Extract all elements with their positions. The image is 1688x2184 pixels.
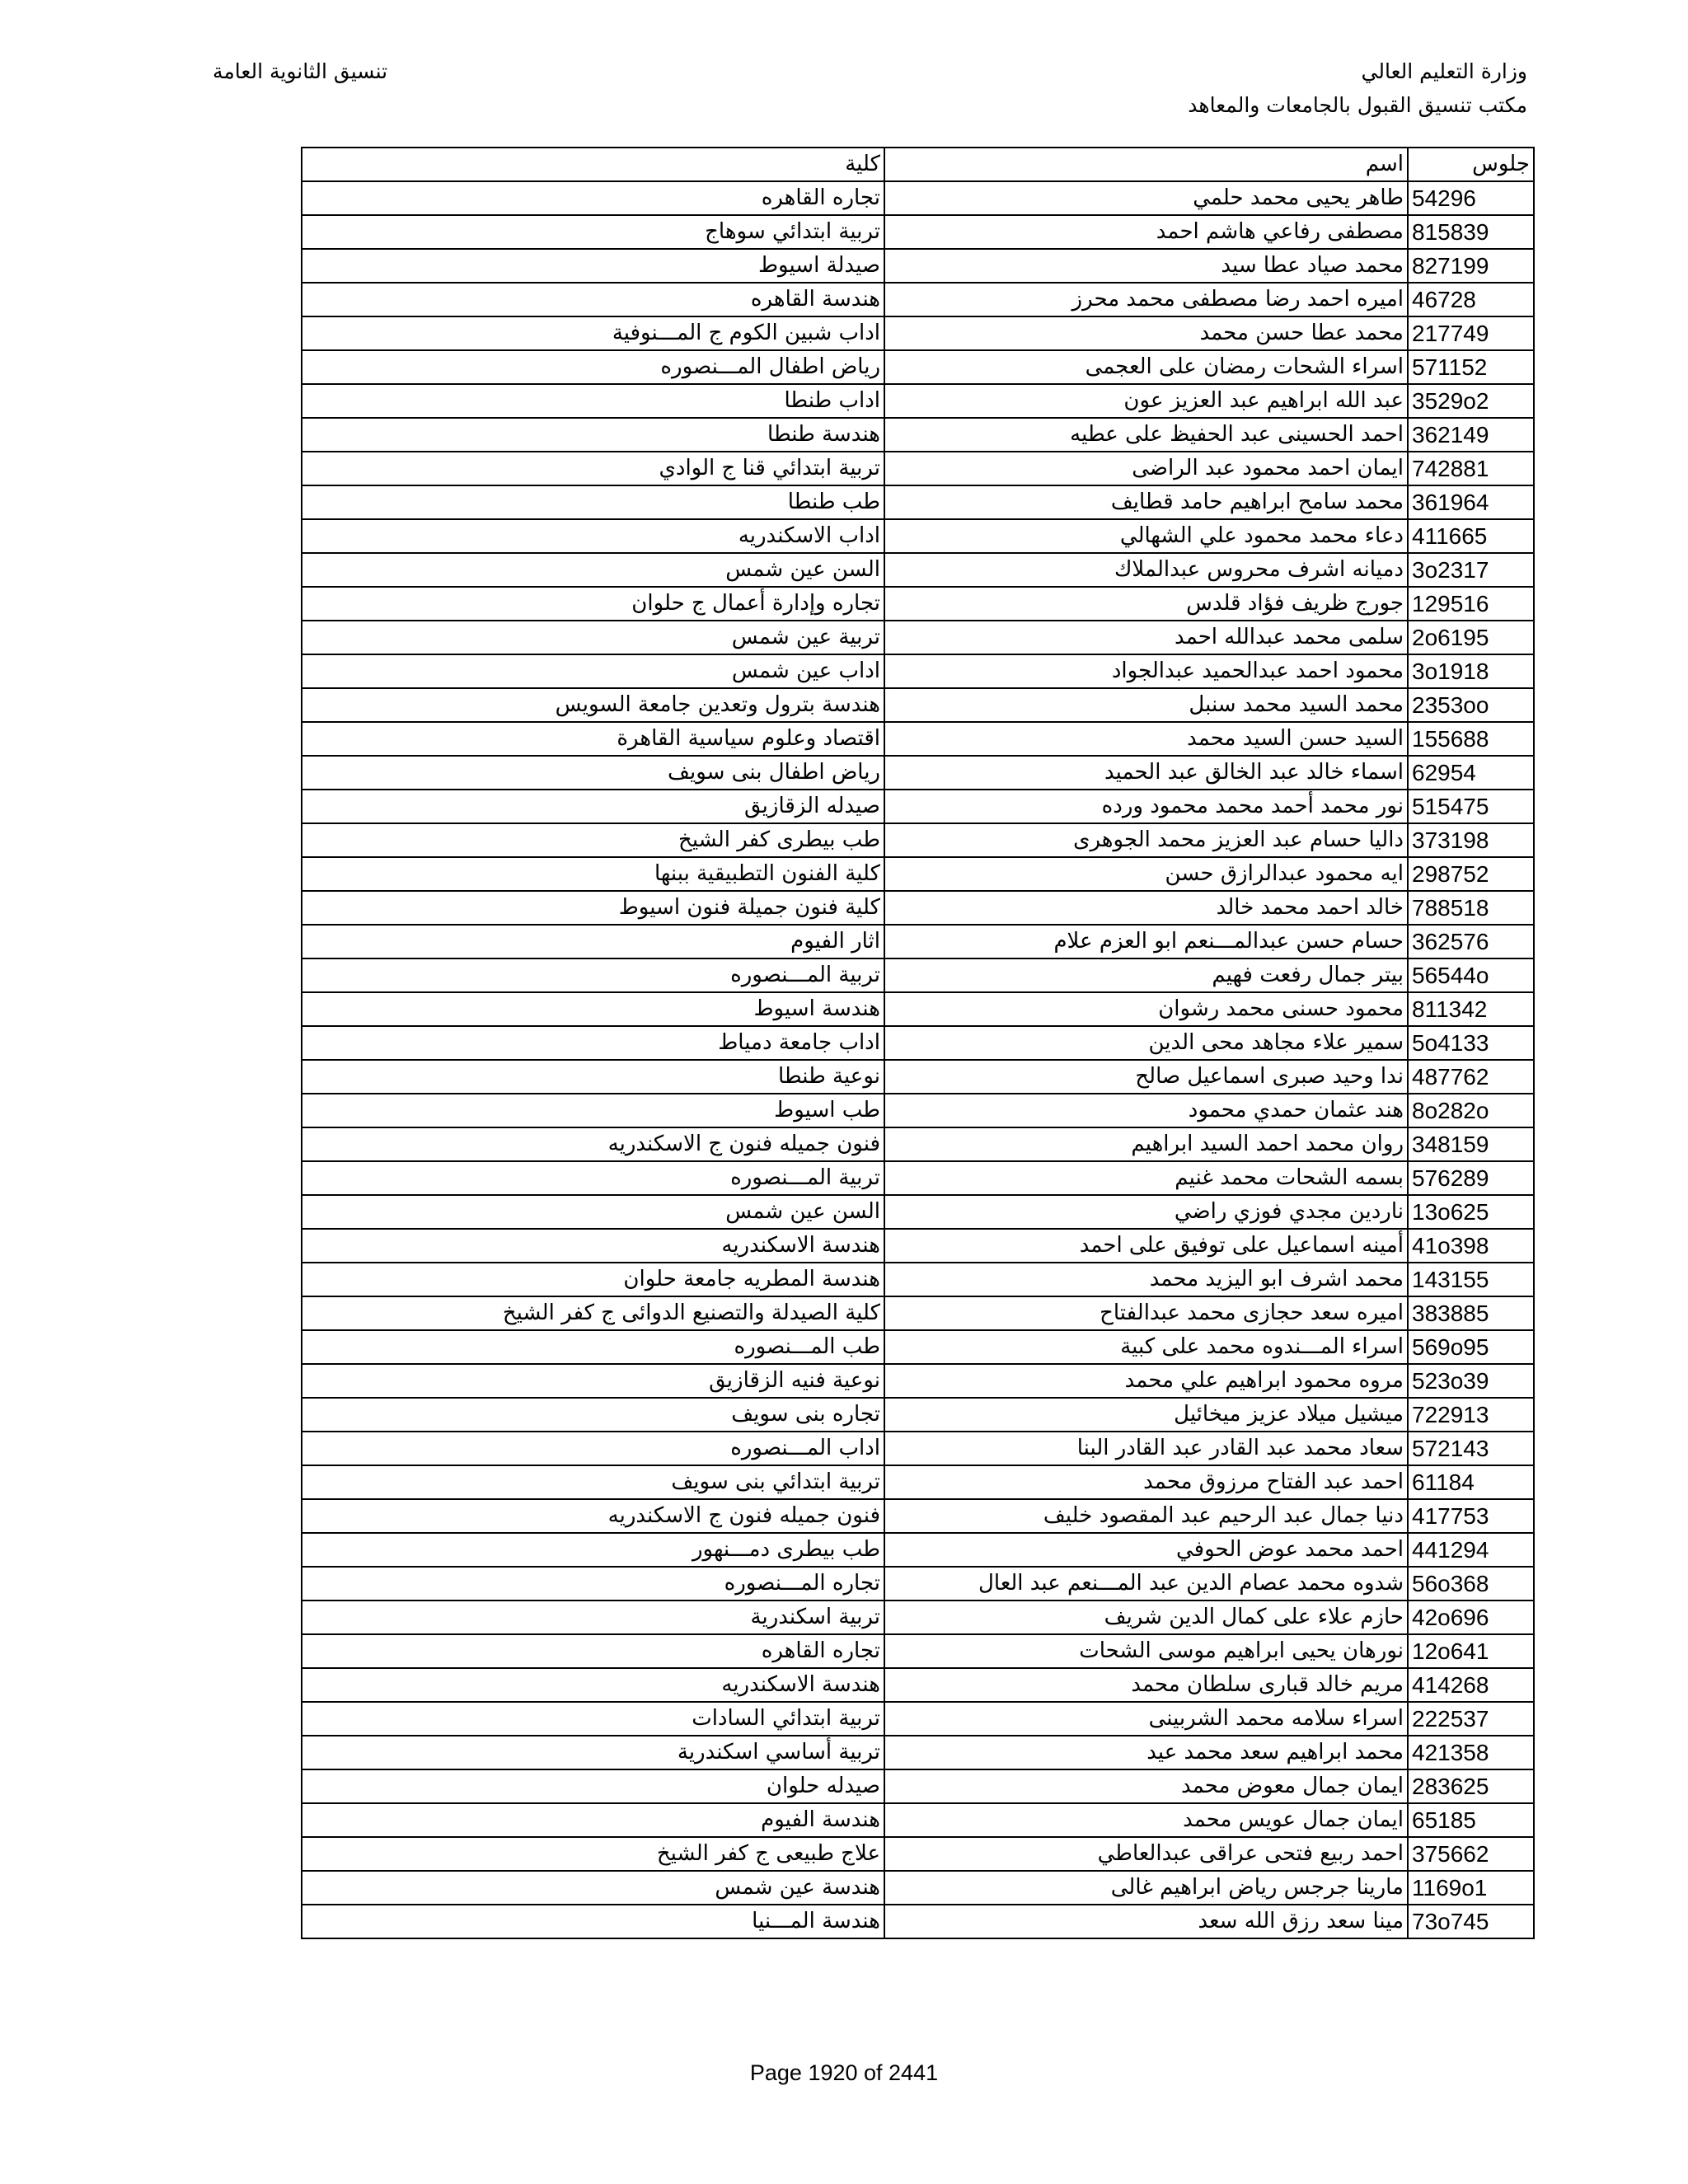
table-row xyxy=(302,1769,1534,1803)
table-row xyxy=(302,756,1534,790)
student-name-cell: حازم علاء على كمال الدين شريف xyxy=(884,1601,1408,1634)
student-name-cell: ناردين مجدي فوزي راضي xyxy=(884,1195,1408,1229)
faculty-cell: هندسة طنطا xyxy=(302,418,884,452)
office-title: مكتب تنسيق القبول بالجامعات والمعاهد xyxy=(1188,93,1527,117)
column-header-faculty: كلية xyxy=(302,148,884,181)
table-row xyxy=(302,519,1534,553)
table-row xyxy=(302,1803,1534,1837)
table-row xyxy=(302,1195,1534,1229)
student-name-cell: سعاد محمد عبد القادر عبد القادر البنا xyxy=(884,1432,1408,1465)
faculty-cell: رياض اطفال بنى سويف xyxy=(302,756,884,790)
faculty-cell: تجاره بنى سويف xyxy=(302,1398,884,1432)
faculty-cell: فنون جميله فنون ج الاسكندريه xyxy=(302,1127,884,1161)
student-name-cell: روان محمد احمد السيد ابراهيم xyxy=(884,1127,1408,1161)
seat-number-cell: 811342 xyxy=(1408,992,1534,1026)
seat-number-cell: 742881 xyxy=(1408,452,1534,485)
student-name-cell: احمد عبد الفتاح مرزوق محمد xyxy=(884,1465,1408,1499)
table-row xyxy=(302,1263,1534,1296)
student-name-cell: مينا سعد رزق الله سعد xyxy=(884,1905,1408,1938)
table-row xyxy=(302,1161,1534,1195)
faculty-cell: اداب الاسكندريه xyxy=(302,519,884,553)
table-row xyxy=(302,452,1534,485)
page-number: Page 1920 of 2441 xyxy=(749,2060,939,2085)
student-name-cell: دنيا جمال عبد الرحيم عبد المقصود خليف xyxy=(884,1499,1408,1533)
faculty-cell: هندسة الفيوم xyxy=(302,1803,884,1837)
seat-number-cell: 441294 xyxy=(1408,1533,1534,1567)
faculty-cell: هندسة عين شمس xyxy=(302,1871,884,1905)
student-name-cell: نور محمد أحمد محمد محمود ورده xyxy=(884,790,1408,823)
faculty-cell: اثار الفيوم xyxy=(302,925,884,958)
faculty-cell: تجاره القاهره xyxy=(302,1634,884,1668)
seat-number-cell: 12o641 xyxy=(1408,1634,1534,1668)
table-row xyxy=(302,1229,1534,1263)
student-name-cell: داليا حسام عبد العزيز محمد الجوهرى xyxy=(884,823,1408,857)
table-row xyxy=(302,1094,1534,1127)
seat-number-cell: 383885 xyxy=(1408,1296,1534,1330)
faculty-cell: فنون جميله فنون ج الاسكندريه xyxy=(302,1499,884,1533)
table-row xyxy=(302,1499,1534,1533)
faculty-cell: اداب المـــنصوره xyxy=(302,1432,884,1465)
seat-number-cell: 417753 xyxy=(1408,1499,1534,1533)
seat-number-cell: 73o745 xyxy=(1408,1905,1534,1938)
table-row xyxy=(302,418,1534,452)
faculty-cell: تربية ابتدائي بنى سويف xyxy=(302,1465,884,1499)
student-name-cell: اميره سعد حجازى محمد عبدالفتاح xyxy=(884,1296,1408,1330)
faculty-cell: السن عين شمس xyxy=(302,1195,884,1229)
document-subject: تنسيق الثانوية العامة xyxy=(213,59,388,83)
seat-number-cell: 13o625 xyxy=(1408,1195,1534,1229)
table-row xyxy=(302,891,1534,925)
student-name-cell: محمد اشرف ابو اليزيد محمد xyxy=(884,1263,1408,1296)
seat-number-cell: 827199 xyxy=(1408,249,1534,283)
seat-number-cell: 487762 xyxy=(1408,1060,1534,1094)
student-name-cell: مصطفى رفاعي هاشم احمد xyxy=(884,215,1408,249)
seat-number-cell: 362149 xyxy=(1408,418,1534,452)
table-row xyxy=(302,384,1534,418)
student-name-cell: خالد احمد محمد خالد xyxy=(884,891,1408,925)
faculty-cell: رياض اطفال المـــنصوره xyxy=(302,350,884,384)
faculty-cell: كلية الفنون التطبيقية ببنها xyxy=(302,857,884,891)
seat-number-cell: 54296 xyxy=(1408,181,1534,215)
seat-number-cell: 361964 xyxy=(1408,485,1534,519)
student-name-cell: محمد سامح ابراهيم حامد قطايف xyxy=(884,485,1408,519)
table-row xyxy=(302,1905,1534,1938)
student-name-cell: نورهان يحيى ابراهيم موسى الشحات xyxy=(884,1634,1408,1668)
seat-number-cell: 411665 xyxy=(1408,519,1534,553)
seat-number-cell: 3529o2 xyxy=(1408,384,1534,418)
seat-number-cell: 46728 xyxy=(1408,283,1534,316)
student-name-cell: محمود حسنى محمد رشوان xyxy=(884,992,1408,1026)
seat-number-cell: 217749 xyxy=(1408,316,1534,350)
faculty-cell: تربية ابتدائي السادات xyxy=(302,1702,884,1736)
seat-number-cell: 815839 xyxy=(1408,215,1534,249)
student-name-cell: مارينا جرجس رياض ابراهيم غالى xyxy=(884,1871,1408,1905)
faculty-cell: صيدلة اسيوط xyxy=(302,249,884,283)
student-name-cell: حسام حسن عبدالمـــنعم ابو العزم علام xyxy=(884,925,1408,958)
seat-number-cell: 576289 xyxy=(1408,1161,1534,1195)
student-name-cell: محمود احمد عبدالحميد عبدالجواد xyxy=(884,654,1408,688)
faculty-cell: اقتصاد وعلوم سياسية القاهرة xyxy=(302,722,884,756)
seat-number-cell: 1169o1 xyxy=(1408,1871,1534,1905)
seat-number-cell: 222537 xyxy=(1408,1702,1534,1736)
table-row xyxy=(302,1871,1534,1905)
table-row xyxy=(302,1296,1534,1330)
faculty-cell: تربية أساسي اسكندرية xyxy=(302,1736,884,1769)
faculty-cell: اداب جامعة دمياط xyxy=(302,1026,884,1060)
faculty-cell: هندسة المـــنيا xyxy=(302,1905,884,1938)
faculty-cell: هندسة الاسكندريه xyxy=(302,1229,884,1263)
faculty-cell: كلية الصيدلة والتصنيع الدوائى ج كفر الشيخ xyxy=(302,1296,884,1330)
student-name-cell: اميره احمد رضا مصطفى محمد محرز xyxy=(884,283,1408,316)
faculty-cell: طب بيطرى دمـــنهور xyxy=(302,1533,884,1567)
student-name-cell: هند عثمان حمدي محمود xyxy=(884,1094,1408,1127)
faculty-cell: تربية المـــنصوره xyxy=(302,958,884,992)
table-row xyxy=(302,654,1534,688)
faculty-cell: علاج طبيعى ج كفر الشيخ xyxy=(302,1837,884,1871)
table-row xyxy=(302,1398,1534,1432)
faculty-cell: نوعية طنطا xyxy=(302,1060,884,1094)
student-name-cell: جورج ظريف فؤاد قلدس xyxy=(884,587,1408,621)
faculty-cell: طب اسيوط xyxy=(302,1094,884,1127)
student-name-cell: دعاء محمد محمود علي الشهالي xyxy=(884,519,1408,553)
student-name-cell: السيد حسن السيد محمد xyxy=(884,722,1408,756)
faculty-cell: تجاره وإدارة أعمال ج حلوان xyxy=(302,587,884,621)
table-row xyxy=(302,283,1534,316)
seat-number-cell: 2353oo xyxy=(1408,688,1534,722)
student-name-cell: اسراء سلامه محمد الشربينى xyxy=(884,1702,1408,1736)
table-row xyxy=(302,1330,1534,1364)
seat-number-cell: 373198 xyxy=(1408,823,1534,857)
seat-number-cell: 62954 xyxy=(1408,756,1534,790)
table-row xyxy=(302,350,1534,384)
faculty-cell: طب طنطا xyxy=(302,485,884,519)
seat-number-cell: 41o398 xyxy=(1408,1229,1534,1263)
faculty-cell: تربية ابتدائي قنا ج الوادي xyxy=(302,452,884,485)
seat-number-cell: 298752 xyxy=(1408,857,1534,891)
seat-number-cell: 569o95 xyxy=(1408,1330,1534,1364)
faculty-cell: تربية ابتدائي سوهاج xyxy=(302,215,884,249)
student-name-cell: احمد ربيع فتحى عراقى عبدالعاطي xyxy=(884,1837,1408,1871)
table-row xyxy=(302,485,1534,519)
student-name-cell: ايمان جمال عويس محمد xyxy=(884,1803,1408,1837)
table-row xyxy=(302,1837,1534,1871)
seat-number-cell: 56o368 xyxy=(1408,1567,1534,1601)
student-name-cell: محمد صياد عطا سيد xyxy=(884,249,1408,283)
column-header-name: اسم xyxy=(884,148,1408,181)
seat-number-cell: 3o1918 xyxy=(1408,654,1534,688)
student-name-cell: مروه محمود ابراهيم علي محمد xyxy=(884,1364,1408,1398)
student-name-cell: محمد عطا حسن محمد xyxy=(884,316,1408,350)
seat-number-cell: 65185 xyxy=(1408,1803,1534,1837)
faculty-cell: كلية فنون جميلة فنون اسيوط xyxy=(302,891,884,925)
table-row xyxy=(302,1432,1534,1465)
seat-number-cell: 61184 xyxy=(1408,1465,1534,1499)
seat-number-cell: 375662 xyxy=(1408,1837,1534,1871)
table-row xyxy=(302,1060,1534,1094)
table-row xyxy=(302,1736,1534,1769)
faculty-cell: تربية اسكندرية xyxy=(302,1601,884,1634)
seat-number-cell: 362576 xyxy=(1408,925,1534,958)
seat-number-cell: 788518 xyxy=(1408,891,1534,925)
faculty-cell: هندسة القاهره xyxy=(302,283,884,316)
student-name-cell: مريم خالد قبارى سلطان محمد xyxy=(884,1668,1408,1702)
faculty-cell: تربية عين شمس xyxy=(302,621,884,654)
student-name-cell: طاهر يحيى محمد حلمي xyxy=(884,181,1408,215)
student-name-cell: اسماء خالد عبد الخالق عبد الحميد xyxy=(884,756,1408,790)
faculty-cell: صيدله حلوان xyxy=(302,1769,884,1803)
table-row xyxy=(302,1601,1534,1634)
ministry-title: وزارة التعليم العالي xyxy=(1361,59,1527,83)
faculty-cell: هندسة الاسكندريه xyxy=(302,1668,884,1702)
faculty-cell: طب المـــنصوره xyxy=(302,1330,884,1364)
table-row xyxy=(302,1668,1534,1702)
seat-number-cell: 56544o xyxy=(1408,958,1534,992)
seat-number-cell: 155688 xyxy=(1408,722,1534,756)
student-name-cell: ميشيل ميلاد عزيز ميخائيل xyxy=(884,1398,1408,1432)
faculty-cell: هندسة اسيوط xyxy=(302,992,884,1026)
student-name-cell: سمير علاء مجاهد محى الدين xyxy=(884,1026,1408,1060)
seat-number-cell: 5o4133 xyxy=(1408,1026,1534,1060)
faculty-cell: هندسة بترول وتعدين جامعة السويس xyxy=(302,688,884,722)
seat-number-cell: 414268 xyxy=(1408,1668,1534,1702)
faculty-cell: اداب طنطا xyxy=(302,384,884,418)
faculty-cell: صيدله الزقازيق xyxy=(302,790,884,823)
table-row xyxy=(302,1127,1534,1161)
table-row xyxy=(302,215,1534,249)
student-name-cell: بسمه الشحات محمد غنيم xyxy=(884,1161,1408,1195)
seat-number-cell: 2o6195 xyxy=(1408,621,1534,654)
table-row xyxy=(302,587,1534,621)
student-name-cell: احمد محمد عوض الحوفي xyxy=(884,1533,1408,1567)
student-name-cell: محمد ابراهيم سعد محمد عيد xyxy=(884,1736,1408,1769)
table-row xyxy=(302,1634,1534,1668)
table-row xyxy=(302,249,1534,283)
student-name-cell: بيتر جمال رفعت فهيم xyxy=(884,958,1408,992)
table-row xyxy=(302,181,1534,215)
faculty-cell: اداب عين شمس xyxy=(302,654,884,688)
student-name-cell: اسراء المـــندوه محمد على كبية xyxy=(884,1330,1408,1364)
faculty-cell: طب بيطرى كفر الشيخ xyxy=(302,823,884,857)
table-row xyxy=(302,1702,1534,1736)
seat-number-cell: 348159 xyxy=(1408,1127,1534,1161)
student-name-cell: دميانه اشرف محروس عبدالملاك xyxy=(884,553,1408,587)
student-name-cell: سلمى محمد عبدالله احمد xyxy=(884,621,1408,654)
table-row xyxy=(302,688,1534,722)
student-name-cell: شدوه محمد عصام الدين عبد المـــنعم عبد العال xyxy=(884,1567,1408,1601)
table-row xyxy=(302,992,1534,1026)
seat-number-cell: 722913 xyxy=(1408,1398,1534,1432)
table-row xyxy=(302,1465,1534,1499)
table-row xyxy=(302,925,1534,958)
faculty-cell: تجاره المـــنصوره xyxy=(302,1567,884,1601)
table-row xyxy=(302,958,1534,992)
table-row xyxy=(302,316,1534,350)
student-name-cell: ايمان جمال معوض محمد xyxy=(884,1769,1408,1803)
student-name-cell: اسراء الشحات رمضان على العجمى xyxy=(884,350,1408,384)
seat-number-cell: 143155 xyxy=(1408,1263,1534,1296)
student-name-cell: ايمان احمد محمود عبد الراضى xyxy=(884,452,1408,485)
table-row xyxy=(302,790,1534,823)
seat-number-cell: 42o696 xyxy=(1408,1601,1534,1634)
student-name-cell: احمد الحسينى عبد الحفيظ على عطيه xyxy=(884,418,1408,452)
seat-number-cell: 421358 xyxy=(1408,1736,1534,1769)
faculty-cell: نوعية فنيه الزقازيق xyxy=(302,1364,884,1398)
table-row xyxy=(302,823,1534,857)
table-row xyxy=(302,1567,1534,1601)
seat-number-cell: 571152 xyxy=(1408,350,1534,384)
seat-number-cell: 283625 xyxy=(1408,1769,1534,1803)
table-row xyxy=(302,1533,1534,1567)
student-name-cell: عبد الله ابراهيم عبد العزيز عون xyxy=(884,384,1408,418)
faculty-cell: السن عين شمس xyxy=(302,553,884,587)
seat-number-cell: 3o2317 xyxy=(1408,553,1534,587)
faculty-cell: اداب شبين الكوم ج المـــنوفية xyxy=(302,316,884,350)
table-row xyxy=(302,1026,1534,1060)
table-row xyxy=(302,621,1534,654)
table-body xyxy=(302,181,1534,1938)
student-name-cell: محمد السيد محمد سنبل xyxy=(884,688,1408,722)
student-name-cell: ندا وحيد صبرى اسماعيل صالح xyxy=(884,1060,1408,1094)
faculty-cell: تجاره القاهره xyxy=(302,181,884,215)
table-row xyxy=(302,1364,1534,1398)
table-row xyxy=(302,553,1534,587)
student-name-cell: أمينه اسماعيل على توفيق على احمد xyxy=(884,1229,1408,1263)
seat-number-cell: 523o39 xyxy=(1408,1364,1534,1398)
faculty-cell: هندسة المطريه جامعة حلوان xyxy=(302,1263,884,1296)
table-header-row xyxy=(302,148,1534,181)
column-header-seat: جلوس xyxy=(1408,148,1534,181)
seat-number-cell: 572143 xyxy=(1408,1432,1534,1465)
student-name-cell: ايه محمود عبدالرازق حسن xyxy=(884,857,1408,891)
seat-number-cell: 515475 xyxy=(1408,790,1534,823)
table-row xyxy=(302,857,1534,891)
faculty-cell: تربية المـــنصوره xyxy=(302,1161,884,1195)
admissions-table xyxy=(301,147,1535,1939)
seat-number-cell: 8o282o xyxy=(1408,1094,1534,1127)
table-row xyxy=(302,722,1534,756)
seat-number-cell: 129516 xyxy=(1408,587,1534,621)
